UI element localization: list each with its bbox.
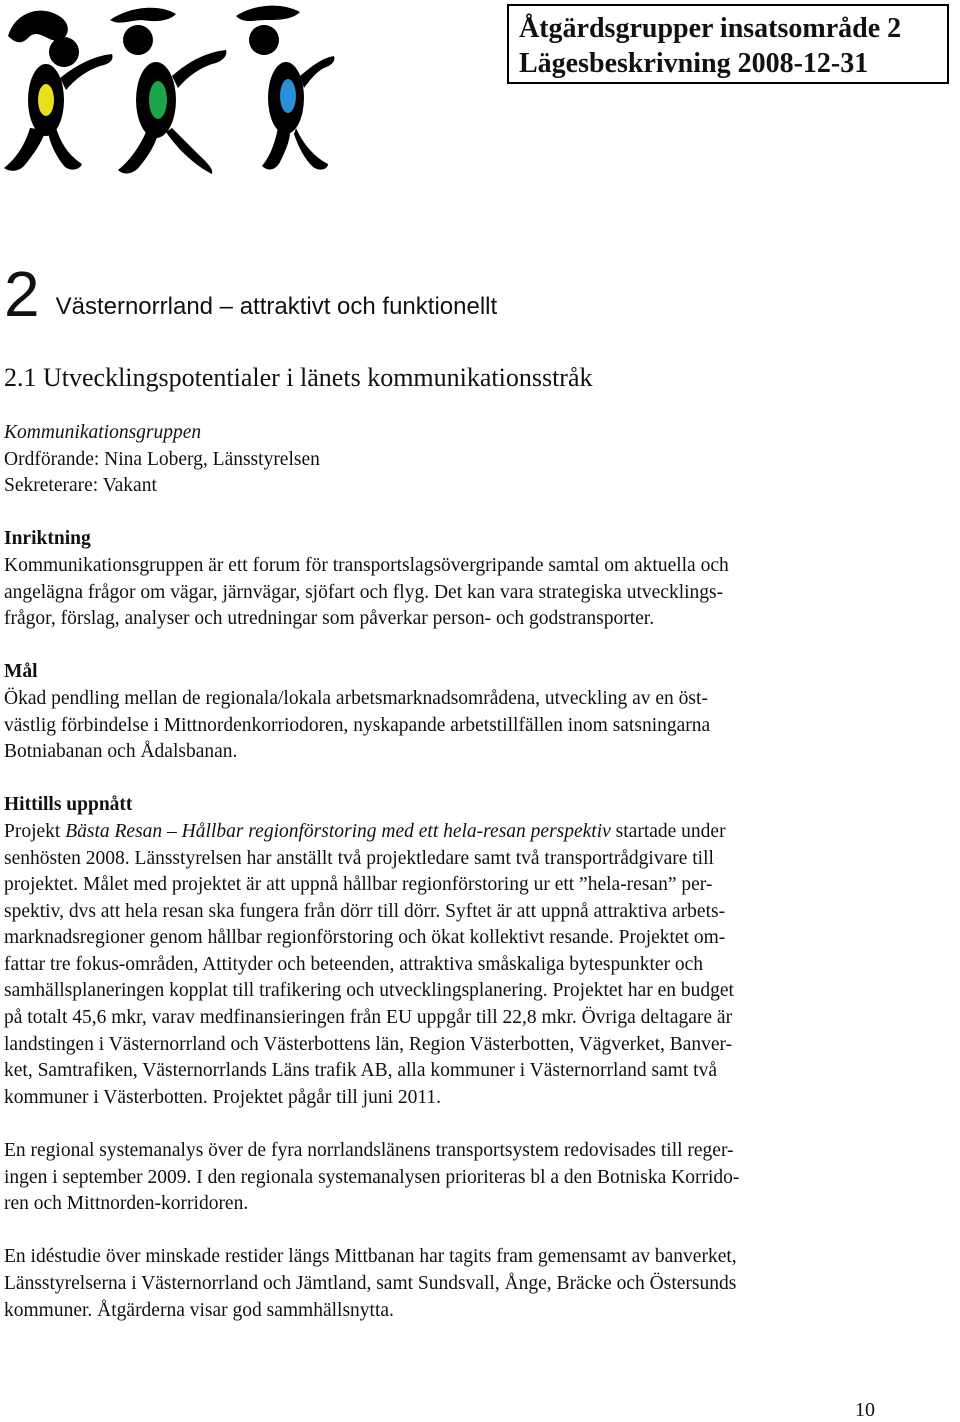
systemanalys-line: En regional systemanalys över de fyra norrlandslänens transportsystem redovisades till reger- bbox=[4, 1140, 734, 1162]
hittills-heading: Hittills uppnått bbox=[4, 794, 133, 816]
inriktning-line: frågor, förslag, analyser och utredningar som påverkar person- och godstransporter. bbox=[4, 608, 655, 630]
hittills-line: fattar tre fokus-områden, Attityder och beteenden, attraktiva småskaliga bytespunkter och bbox=[4, 953, 704, 975]
mal-line: Botniabanan och Ådalsbanan. bbox=[4, 741, 238, 763]
hittills-line: kommuner i Västerbotten. Projektet pågår till juni 2011. bbox=[4, 1086, 442, 1108]
mal-line: västlig förbindelse i Mittnordenkorriodoren, nyskapande arbetstillfällen inom satsningarna bbox=[4, 714, 711, 736]
inriktning-line: angelägna frågor om vägar, järnvägar, sjöfart och flyg. Det kan vara strategiska utvecklings- bbox=[4, 581, 724, 603]
chapter-number: 2 bbox=[4, 258, 40, 330]
document-header-box bbox=[507, 4, 949, 84]
inriktning-line: Kommunikationsgruppen är ett forum för transportslagsövergripande samtal om aktuella och bbox=[4, 554, 729, 576]
main-content bbox=[4, 420, 904, 1324]
chapter-heading bbox=[4, 258, 497, 330]
page-number: 10 bbox=[855, 1399, 875, 1421]
hittills-line: marknadsregioner genom hållbar regionförstoring och ökat kollektivt resande. Projektet om- bbox=[4, 927, 726, 949]
mal-line: Ökad pendling mellan de regionala/lokala arbetsmarknadsområdena, utveckling av en öst- bbox=[4, 687, 708, 709]
systemanalys-line: ingen i september 2009. I den regionala systemanalysen prioriteras bl a den Botniska Korrido- bbox=[4, 1166, 740, 1188]
idestudie-line: kommuner. Åtgärderna visar god sammhällsnytta. bbox=[4, 1299, 394, 1321]
group-chair: Ordförande: Nina Loberg, Länsstyrelsen bbox=[4, 448, 320, 470]
group-secretary: Sekreterare: Vakant bbox=[4, 475, 157, 497]
systemanalys-line: ren och Mittnorden-korridoren. bbox=[4, 1193, 249, 1215]
hittills-line: landstingen i Västernorrland och Västerbottens län, Region Västerbotten, Vägverket, Banver- bbox=[4, 1033, 733, 1055]
group-name: Kommunikationsgruppen bbox=[4, 422, 202, 443]
chapter-title: Västernorrland – attraktivt och funktionellt bbox=[55, 293, 498, 320]
hittills-suffix: startade under bbox=[610, 820, 726, 842]
idestudie-line: En idéstudie över minskade restider längs Mittbanan har tagits fram gemensamt av banverket, bbox=[4, 1246, 737, 1268]
hittills-line: projektet. Målet med projektet är att uppnå hållbar regionförstoring ur ett ”hela-resan” per- bbox=[4, 874, 713, 896]
section-heading: 2.1 Utvecklingspotentialer i länets kommunikationsstråk bbox=[4, 363, 593, 392]
figure-one bbox=[4, 11, 113, 171]
mal-heading: Mål bbox=[4, 661, 38, 683]
hittills-prefix: Projekt bbox=[4, 820, 66, 842]
header-title: Åtgärdsgrupper insatsområde 2 bbox=[519, 13, 902, 44]
hittills-line: ket, Samtrafiken, Västernorrlands Läns trafik AB, alla kommuner i Västernorrland samt två bbox=[4, 1060, 718, 1082]
header-subtitle: Lägesbeskrivning 2008-12-31 bbox=[519, 48, 869, 79]
inriktning-heading: Inriktning bbox=[4, 528, 91, 550]
hittills-line: spektiv, dvs att hela resan ska fungera från dörr till dörr. Syftet är att uppnå attraktiva arbets- bbox=[4, 900, 726, 922]
hittills-first-line bbox=[4, 819, 904, 846]
dancing-figures-logo-icon bbox=[0, 0, 340, 185]
hittills-line: på totalt 45,6 mkr, varav medfinansieringen från EU uppgår till 22,8 mkr. Övriga deltagare är bbox=[4, 1007, 733, 1029]
figure-three bbox=[236, 6, 334, 170]
hittills-line: senhösten 2008. Länsstyrelsen har anställt två projektledare samt två transportrådgivare till bbox=[4, 847, 714, 869]
figure-two bbox=[110, 8, 226, 174]
idestudie-line: Länsstyrelserna i Västernorrland och Jämtland, samt Sundsvall, Ånge, Bräcke och Östersunds bbox=[4, 1273, 737, 1294]
hittills-line: samhällsplaneringen kopplat till trafikering och utvecklingsplanering. Projektet har en budget bbox=[4, 980, 734, 1002]
project-name: Bästa Resan – Hållbar regionförstoring med ett hela-resan perspektiv bbox=[65, 820, 611, 842]
